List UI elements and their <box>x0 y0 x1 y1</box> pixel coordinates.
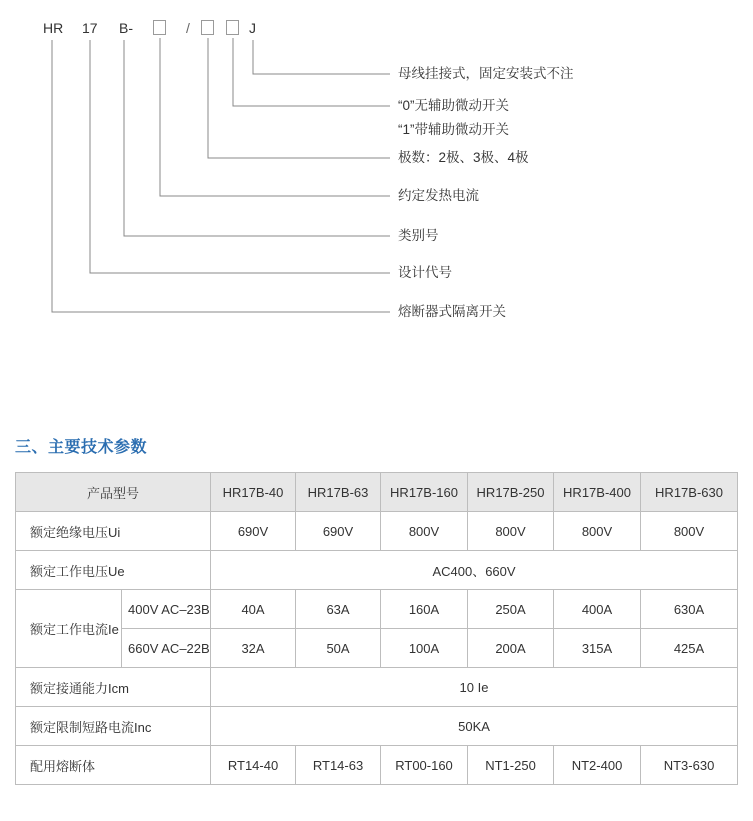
cell-value-merged: 50KA <box>211 707 738 746</box>
cell-value-merged: 10 Ie <box>211 668 738 707</box>
row-label: 额定绝缘电压Ui <box>16 512 211 551</box>
table-header-row <box>16 473 738 512</box>
leader-line-product <box>52 40 390 312</box>
header-model: HR17B-400 <box>554 473 641 512</box>
cell-value: 250A <box>468 590 554 629</box>
leader-lines <box>0 0 753 340</box>
cell-value: NT1-250 <box>468 746 554 785</box>
cell-value: 630A <box>641 590 738 629</box>
desc-aux-1: “1”带辅助微动开关 <box>398 122 509 137</box>
cell-value: 63A <box>296 590 381 629</box>
header-model: HR17B-630 <box>641 473 738 512</box>
row-label: 额定工作电流Ie <box>16 590 122 668</box>
section-title: 三、主要技术参数 <box>15 439 148 456</box>
code-part-j: J <box>249 20 256 36</box>
cell-value: 800V <box>554 512 641 551</box>
desc-aux-0: “0”无辅助微动开关 <box>398 98 509 113</box>
cell-value: 200A <box>468 629 554 668</box>
table-row-ui <box>16 512 738 551</box>
table-row-inc <box>16 707 738 746</box>
table-row-icm <box>16 668 738 707</box>
desc-product: 熔断器式隔离开关 <box>398 304 506 319</box>
header-model: HR17B-160 <box>381 473 468 512</box>
cell-value: 32A <box>211 629 296 668</box>
cell-value: 315A <box>554 629 641 668</box>
leader-line-poles <box>208 38 390 158</box>
desc-mounting: 母线挂接式，固定安装式不注 <box>398 66 574 81</box>
cell-value: NT2-400 <box>554 746 641 785</box>
desc-current: 约定发热电流 <box>398 188 479 203</box>
leader-line-aux <box>233 38 390 106</box>
code-part-17: 17 <box>82 20 98 36</box>
sub-row-label: 660V AC–22B <box>122 629 211 668</box>
leader-line-category <box>124 40 390 236</box>
cell-value: 50A <box>296 629 381 668</box>
cell-value: RT14-63 <box>296 746 381 785</box>
leader-line-current <box>160 38 390 196</box>
header-model: HR17B-40 <box>211 473 296 512</box>
cell-value: 800V <box>641 512 738 551</box>
sub-row-label: 400V AC–23B <box>122 590 211 629</box>
cell-value: 160A <box>381 590 468 629</box>
row-label: 额定限制短路电流Inc <box>16 707 211 746</box>
cell-value: RT00-160 <box>381 746 468 785</box>
desc-poles: 极数：2极、3极、4极 <box>398 150 529 165</box>
cell-value: 40A <box>211 590 296 629</box>
cell-value: NT3-630 <box>641 746 738 785</box>
cell-value: 425A <box>641 629 738 668</box>
specs-table <box>15 472 738 785</box>
row-label: 额定工作电压Ue <box>16 551 211 590</box>
cell-value: 100A <box>381 629 468 668</box>
code-part-hr: HR <box>43 20 64 36</box>
table-row-ie-660 <box>16 629 738 668</box>
header-label: 产品型号 <box>16 473 211 512</box>
table-row-fuse <box>16 746 738 785</box>
cell-value: 690V <box>296 512 381 551</box>
code-part-slash: / <box>186 20 190 36</box>
desc-category: 类别号 <box>398 228 439 243</box>
cell-value-merged: AC400、660V <box>211 551 738 590</box>
row-label: 额定接通能力Icm <box>16 668 211 707</box>
cell-value: 400A <box>554 590 641 629</box>
desc-design: 设计代号 <box>398 265 452 280</box>
table-row-ue <box>16 551 738 590</box>
cell-value: 800V <box>468 512 554 551</box>
row-label: 配用熔断体 <box>16 746 211 785</box>
leader-line-mounting <box>253 40 390 74</box>
table-row-ie-400 <box>16 590 738 629</box>
code-part-b: B- <box>119 20 133 36</box>
header-model: HR17B-63 <box>296 473 381 512</box>
cell-value: RT14-40 <box>211 746 296 785</box>
header-model: HR17B-250 <box>468 473 554 512</box>
cell-value: 690V <box>211 512 296 551</box>
leader-line-design <box>90 40 390 273</box>
cell-value: 800V <box>381 512 468 551</box>
